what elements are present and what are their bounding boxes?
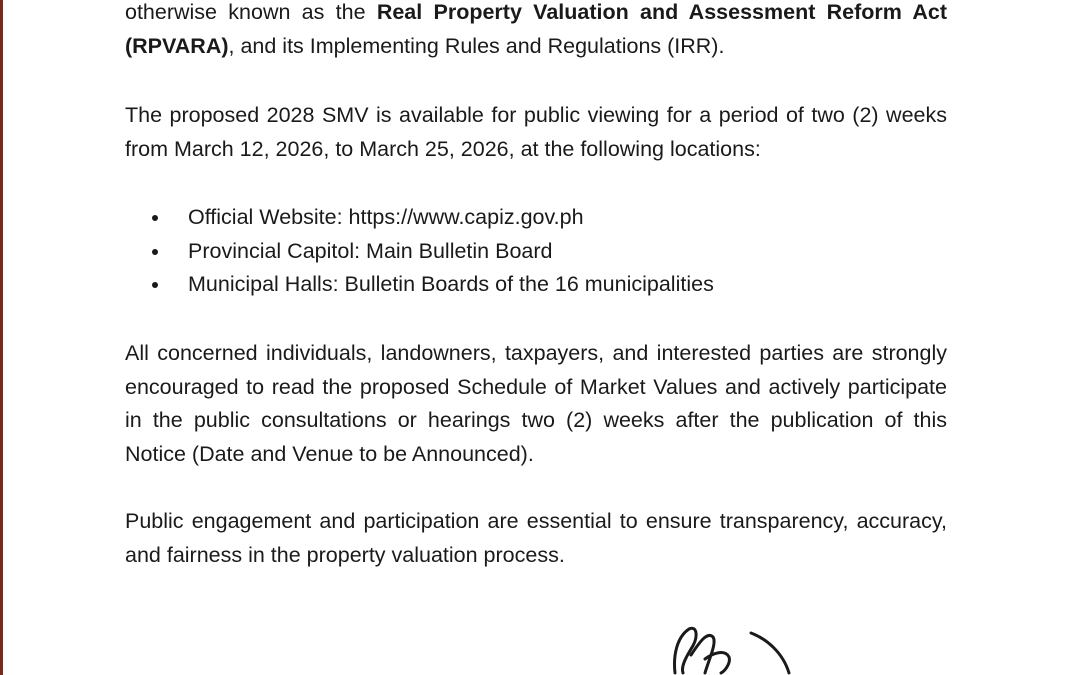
document-edge — [0, 0, 3, 675]
location-text: Official Website: https://www.capiz.gov.ph — [188, 205, 584, 229]
location-text: Provincial Capitol: Main Bulletin Board — [188, 238, 553, 263]
list-item — [152, 201, 714, 235]
list-item — [152, 235, 714, 269]
locations-list — [152, 201, 714, 302]
bullet-icon — [152, 215, 158, 221]
act-name: Real Property Valuation and Assessment Reform Act (RPVARA) — [125, 0, 947, 58]
intro-suffix: , and its Implementing Rules and Regulations (IRR). — [228, 33, 725, 58]
viewing-paragraph: The proposed 2028 SMV is available for public viewing for a period of two (2) weeks from March 12, 2026, to March 25, 2026, at the following locations: — [125, 103, 947, 161]
engagement-paragraph: Public engagement and participation are essential to ensure transparency, accuracy, and fairness in the property valuation process. — [125, 509, 947, 567]
intro-prefix: otherwise known as the — [125, 0, 377, 24]
bullet-icon — [152, 282, 158, 288]
bullet-icon — [152, 249, 158, 255]
signature-mark — [655, 615, 825, 675]
location-text: Municipal Halls: Bulletin Boards of the 16 municipalities — [188, 272, 714, 296]
list-item — [152, 268, 714, 302]
intro-paragraph — [125, 0, 947, 63]
concerned-paragraph: All concerned individuals, landowners, taxpayers, and interested parties are strongly encouraged to read the proposed Schedule of Market Values and actively participate in the public consultations or hearings two (2) weeks after the publication of this Notice (Date and Venue to be Announced). — [125, 341, 947, 466]
